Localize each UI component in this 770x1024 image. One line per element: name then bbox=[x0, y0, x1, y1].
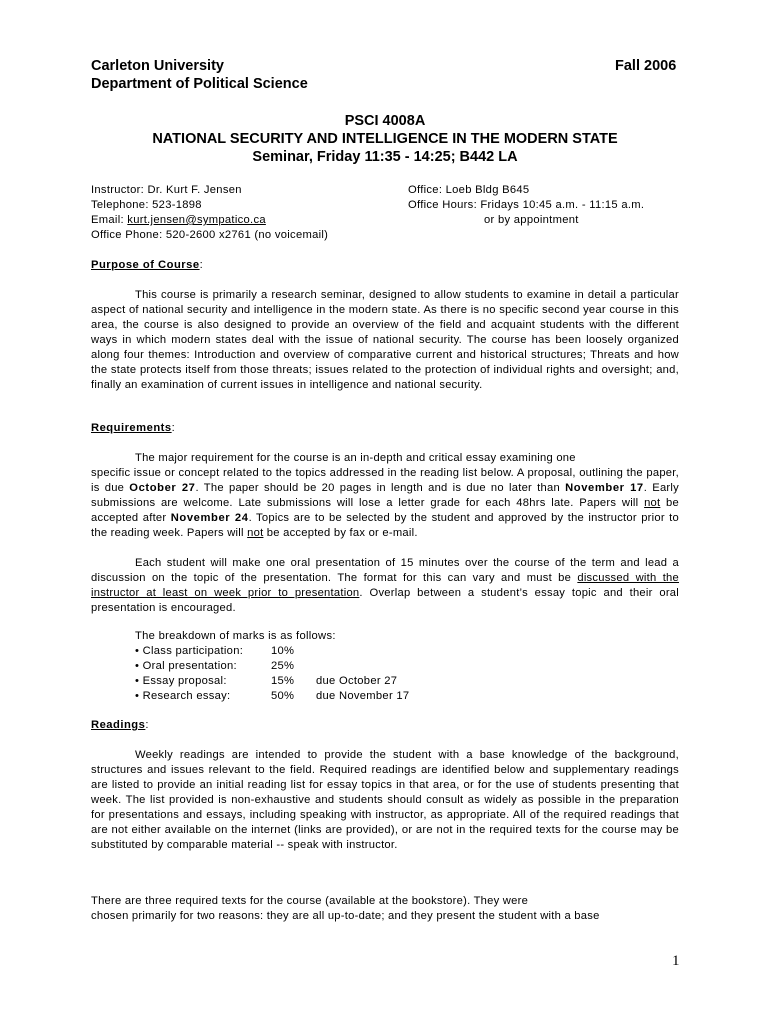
paper-due-date: November 17 bbox=[565, 482, 644, 494]
mark-component: • Class participation: bbox=[135, 645, 244, 657]
marks-breakdown bbox=[135, 629, 409, 704]
section-heading-readings: Readings: bbox=[91, 719, 149, 731]
course-title: NATIONAL SECURITY AND INTELLIGENCE IN THE MODERN STATE bbox=[152, 131, 618, 147]
instructor-email-link[interactable]: kurt.jensen@sympatico.ca bbox=[127, 214, 266, 226]
mark-percentage: 50% bbox=[271, 690, 295, 702]
office-location: Office: Loeb Bldg B645 bbox=[408, 184, 530, 196]
university-name: Carleton University bbox=[91, 58, 224, 74]
mark-component: • Research essay: bbox=[135, 690, 231, 702]
mark-component: • Oral presentation: bbox=[135, 660, 237, 672]
requirements-paragraph-2: Each student will make one oral presentation of 15 minutes over the course of the term and lead a discussion on the topic of the presentation. The format for this can vary and must be discussed with the instructor at least on week prior to presentation. Overlap between a student’s essay topic and their oral presentation is encouraged. bbox=[91, 557, 680, 614]
mark-due-date: due October 27 bbox=[316, 675, 398, 687]
instructor-office-phone: Office Phone: 520-2600 x2761 (no voicemail) bbox=[91, 229, 329, 241]
mark-due-date bbox=[316, 659, 409, 674]
page-number: 1 bbox=[672, 953, 680, 969]
marks-table bbox=[135, 644, 409, 704]
mark-component: • Essay proposal: bbox=[135, 675, 227, 687]
readings-paragraph-1: Weekly readings are intended to provide the student with a base knowledge of the background, structures and issues relevant to the field. Required readings are identified below and supplementary readings are listed to provide an initial reading list for essay topics in that area, or for the use of students presenting that week. The list provided is non-exhaustive and students should consult as widely as possible in the preparation for presentations and essays, including speaking with instructor, as appropriate. All of the required readings that are not either available on the internet (links are provided), or are not in the required texts for the course may be substituted by comparable material -- speak with instructor. bbox=[91, 749, 679, 851]
office-hours: Office Hours: Fridays 10:45 a.m. - 11:15 a.m. bbox=[408, 199, 645, 211]
header-left bbox=[91, 57, 308, 93]
requirements-paragraph-1: The major requirement for the course is an in-depth and critical essay examining one specific issue or concept related to the topics addressed in the reading list below. A proposal, outlining the paper, is due October 27. The paper should be 20 pages in length and is due no later than November 17. Early submissions are welcome. Late submissions will lose a letter grade for each 48hrs late. Papers will not be accepted after November 24. Topics are to be selected by the student and approved by the instructor prior to the reading week. Papers will not be accepted by fax or e-mail. bbox=[91, 452, 679, 539]
section-heading-requirements: Requirements: bbox=[91, 422, 176, 434]
mark-percentage: 10% bbox=[271, 645, 295, 657]
marks-row bbox=[135, 689, 409, 704]
office-hours-alt: or by appointment bbox=[484, 214, 579, 226]
department-name: Department of Political Science bbox=[91, 76, 308, 92]
readings-paragraph-2: There are three required texts for the course (available at the bookstore). They were chosen primarily for two reasons: they are all up-to-date; and they present the student with a base bbox=[91, 895, 600, 922]
course-schedule: Seminar, Friday 11:35 - 14:25; B442 LA bbox=[252, 149, 518, 165]
instructor-info bbox=[91, 183, 328, 243]
mark-due-date: due November 17 bbox=[316, 690, 410, 702]
purpose-paragraph: This course is primarily a research seminar, designed to allow students to examine in detail a particular aspect of national security and intelligence in the modern state. As there is no specific second year course in this area, the course is also designed to provide an overview of the field and acquaint students with the different ways in which modern states deal with the issue of national security. The course has been loosely organized along four themes: Introduction and overview of comparative current and historical structures; Threats and how the state protects itself from those threats; issues related to the protection of individual rights and oversight; and, finally an examination of current issues in intelligence and national security. bbox=[91, 289, 679, 391]
mark-percentage: 15% bbox=[271, 675, 295, 687]
marks-intro: The breakdown of marks is as follows: bbox=[135, 630, 336, 642]
marks-row bbox=[135, 659, 409, 674]
course-code: PSCI 4008A bbox=[344, 113, 426, 129]
marks-row bbox=[135, 644, 409, 659]
mark-due-date bbox=[316, 644, 409, 659]
office-info bbox=[408, 183, 644, 228]
section-heading-purpose: Purpose of Course: bbox=[91, 259, 204, 271]
instructor-telephone: Telephone: 523-1898 bbox=[91, 199, 202, 211]
instructor-name: Instructor: Dr. Kurt F. Jensen bbox=[91, 184, 242, 196]
term-label: Fall 2006 bbox=[615, 58, 677, 74]
proposal-due-date: October 27 bbox=[129, 482, 196, 494]
mark-percentage: 25% bbox=[271, 660, 295, 672]
marks-row bbox=[135, 674, 409, 689]
final-cutoff-date: November 24 bbox=[170, 512, 249, 524]
instructor-email-line: Email: kurt.jensen@sympatico.ca bbox=[91, 214, 266, 226]
